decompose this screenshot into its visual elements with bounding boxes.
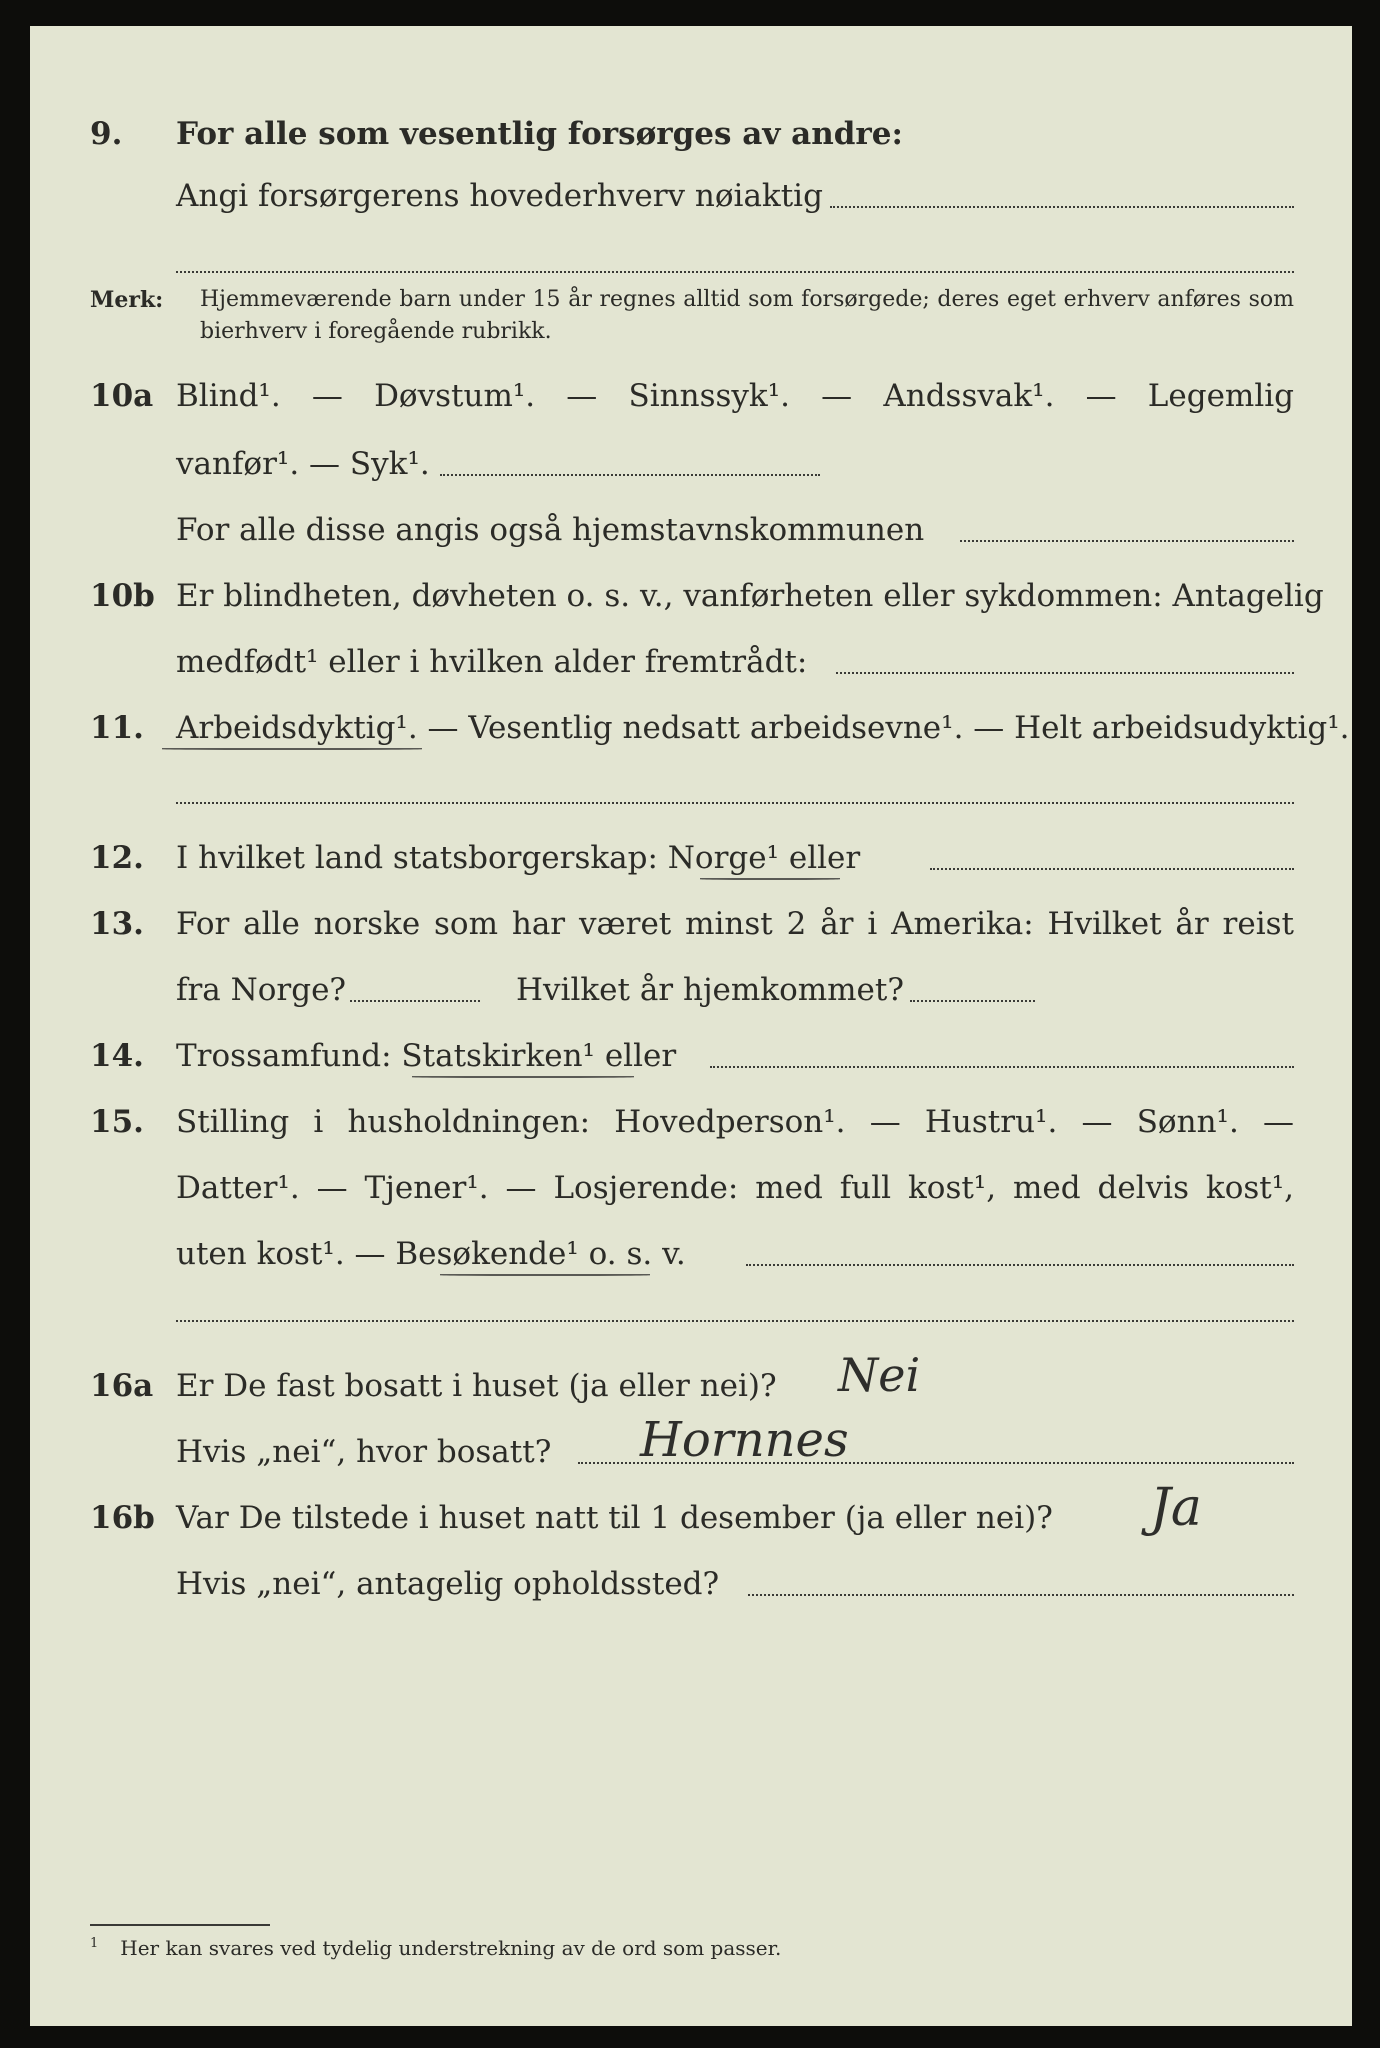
q9-answer-line	[830, 206, 1294, 208]
q11-number: 11.	[90, 710, 144, 746]
q16a-line1: Er De fast bosatt i huset (ja eller nei)?	[176, 1368, 777, 1404]
q10b-line2: medfødt¹ eller i hvilken alder fremtrådt:	[176, 644, 808, 680]
q13-line2a: fra Norge?	[176, 972, 347, 1008]
q16b-number: 16b	[90, 1500, 155, 1536]
q14-handwritten-underline	[412, 1076, 634, 1078]
q12-answer-line	[930, 868, 1294, 870]
footnote-mark: 1	[90, 1936, 99, 1952]
q16b-line2: Hvis „nei“, antagelig opholdssted?	[176, 1566, 720, 1602]
q16a-number: 16a	[90, 1368, 154, 1404]
q15-handwritten-underline	[440, 1274, 650, 1276]
q13-hjemkommet-line	[910, 1000, 1035, 1002]
q15-number: 15.	[90, 1104, 144, 1140]
q14-answer-line	[710, 1066, 1294, 1068]
q13-number: 13.	[90, 906, 144, 942]
footnote-text: Her kan svares ved tydelig understrekning av de ord som passer.	[120, 1936, 782, 1960]
q12-handwritten-underline	[700, 878, 840, 880]
q11-handwritten-underline	[162, 748, 422, 750]
q12-line1: I hvilket land statsborgerskap: Norge¹ eller	[176, 840, 861, 876]
q16b-line1: Var De tilstede i huset natt til 1 desember (ja eller nei)?	[176, 1500, 1053, 1536]
q16b-handwritten-answer1: Ja	[1150, 1478, 1202, 1538]
q10a-kommune-line	[960, 540, 1294, 542]
q9-answer-line-2	[176, 271, 1294, 273]
merk-label: Merk:	[90, 287, 164, 313]
q15-line2: Datter¹. — Tjener¹. — Losjerende: med full kost¹, med delvis kost¹,	[176, 1170, 1294, 1206]
q11-answer-line	[176, 802, 1294, 804]
q16a-bosatt-line	[578, 1462, 1294, 1464]
q13-reist-line	[350, 1000, 480, 1002]
q9-line2: Angi forsørgerens hovederhverv nøiaktig	[176, 178, 823, 214]
q9-line1: For alle som vesentlig forsørges av andre:	[176, 116, 903, 152]
q11-line1: Arbeidsdyktig¹. — Vesentlig nedsatt arbeidsevne¹. — Helt arbeidsudyktig¹.	[176, 710, 1350, 746]
q9-number: 9.	[90, 116, 123, 152]
merk-text: Hjemmeværende barn under 15 år regnes alltid som forsørgede; deres eget erhverv anføres som bierhverv i foregående rubrikk.	[200, 287, 1294, 344]
q16b-opholdssted-line	[748, 1594, 1294, 1596]
q15-line3: uten kost¹. — Besøkende¹ o. s. v.	[176, 1236, 686, 1272]
q13-line1: For alle norske som har været minst 2 år i Amerika: Hvilket år reist	[176, 906, 1294, 942]
q13-line2b: Hvilket år hjemkommet?	[516, 972, 904, 1008]
q16a-handwritten-answer1: Nei	[838, 1348, 921, 1402]
q16a-line2: Hvis „nei“, hvor bosatt?	[176, 1434, 552, 1470]
census-form-page	[30, 26, 1352, 2026]
q15-answer-line	[746, 1264, 1294, 1266]
q15-answer-line-2	[176, 1320, 1294, 1322]
q10a-line3: For alle disse angis også hjemstavnskommunen	[176, 512, 925, 548]
q12-number: 12.	[90, 840, 144, 876]
q14-line1: Trossamfund: Statskirken¹ eller	[176, 1038, 677, 1074]
footnote-rule	[90, 1924, 270, 1926]
q15-line1: Stilling i husholdningen: Hovedperson¹. — Hustru¹. — Sønn¹. —	[176, 1104, 1294, 1140]
q10a-syk-line	[440, 474, 820, 476]
q10b-number: 10b	[90, 578, 155, 614]
q10a-line2: vanfør¹. — Syk¹.	[176, 446, 430, 482]
q16a-handwritten-answer2: Hornnes	[640, 1412, 849, 1468]
footnote	[90, 1936, 781, 1960]
q14-number: 14.	[90, 1038, 144, 1074]
q10b-answer-line	[836, 672, 1294, 674]
q10a-number: 10a	[90, 378, 154, 414]
q10b-line1: Er blindheten, døvheten o. s. v., vanførheten eller sykdommen: Antagelig	[176, 578, 1324, 614]
q10a-line1: Blind¹. — Døvstum¹. — Sinnssyk¹. — Andssvak¹. — Legemlig	[176, 378, 1294, 414]
